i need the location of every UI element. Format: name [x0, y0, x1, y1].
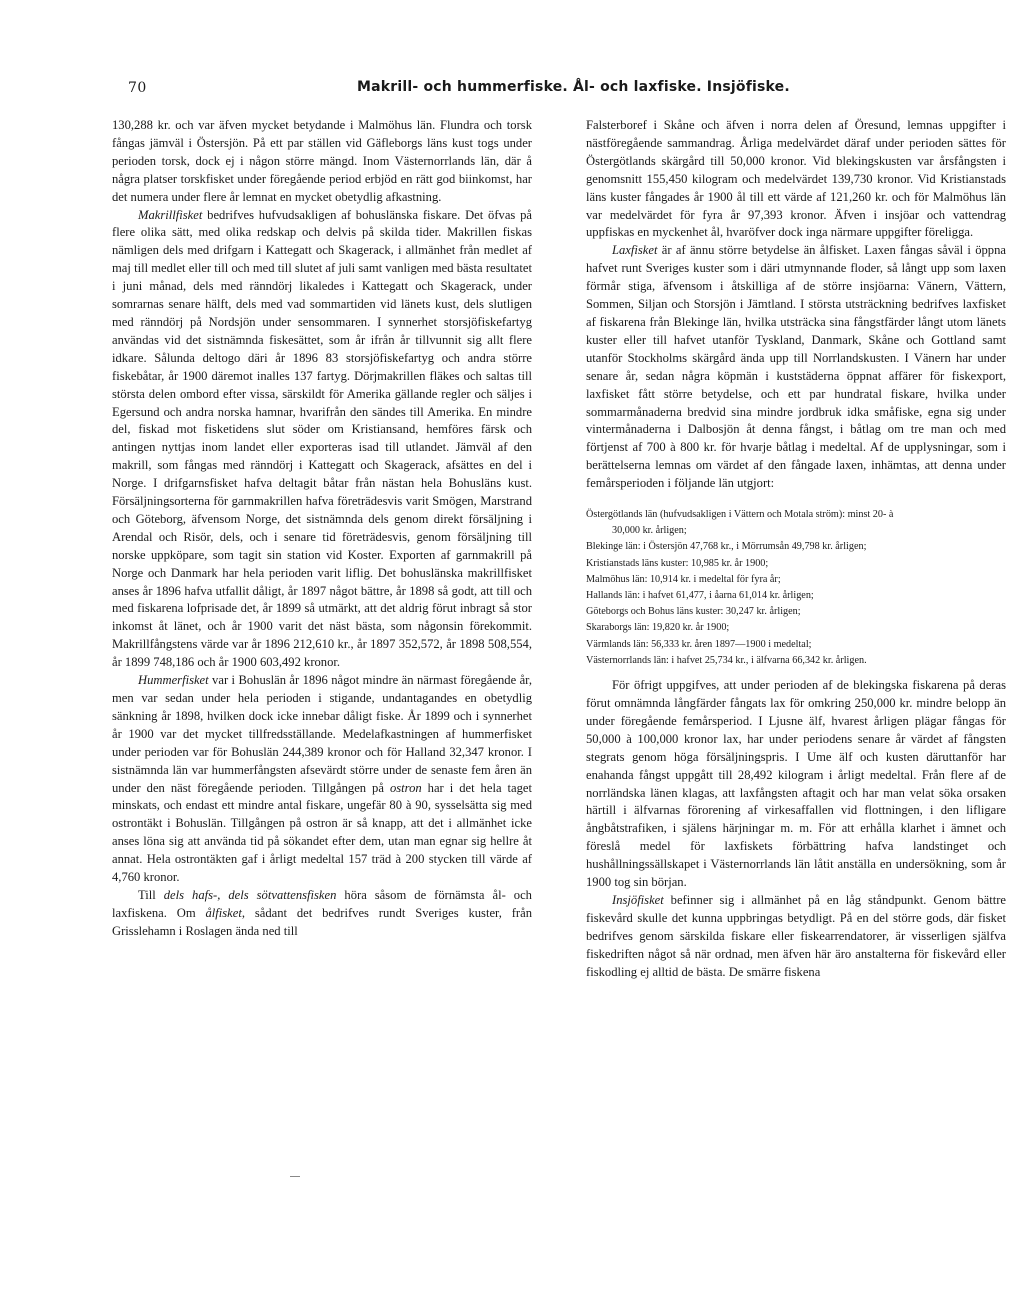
list-item: Kristianstads läns kuster: 10,985 kr. år 1900; — [586, 557, 769, 569]
term-insjofisket: Insjöfisket — [612, 892, 664, 907]
column-end-rule — [290, 1176, 300, 1177]
term-hummerfisket: Hummerfisket — [138, 673, 209, 688]
paragraph-al-och-laxfiske: Till dels hafs-, dels sötvattensfisken höra såsom de förnämsta ål- och laxfiskena. Om ålfisket, sådant det bedrifves rundt Sveriges kuster, från Grisslehamn i Roslagen ända ned till — [112, 887, 532, 938]
paragraph-makrillfisket: Makrillfisket bedrifves hufvudsakligen af bohuslänska fiskare. Det öfvas på flere olika sätt, med olika redskap och delvis på skilda tider. Makrillen fiskas nämligen dels med drifgarn i Kattegatt och Skagerack, i allmänhet från medlet af maj till medlet eller till och med till slutet af juli samt vanligen med bästa resultatet i juni månad, dels med ränndörj likaledes i Kattegatt och Skagerack, under somrarnas senare hälft, dels med vad sommartiden vid länets kust, dels slutligen med ränndörj på Nordsjön under sensommaren. I synnerhet storsjöfiskefartyg användas vid det sistnämnda fiskesättet, som år ifrån år tillvunnit sig allt flere idkare. Sålunda deltogo däri år 1896 83 storsjöfiskefartyg och andra större fiskebåtar, år 1900 däremot inalles 137 fartyg. Dörjmakrillen fläkes och saltas till största delen ombord efter vissa, särskildt för Amerika gällande regler och säljes i Egersund och andra norska hamnar, hvarifrån den sändes till Amerika. En mindre del, fiskad mot fisketidens slut söder om Kristiansand, hemföres färsk och antingen nyttjas inom landet eller exporteras isad till utlandet. Jämväl af den makrill, som fångas med ränndörj i Kattegatt och Skagerack, afsättes en del i Norge. I drifgarnsfisket hafva deltagit båtar från nästan hela Bohusläns kust. Försäljningsorterna för garnmakrillen hafva företrädesvis varit Smögen, Marstrand och Göteborg, äfvensom Norge, det sistnämnda dels genom direkt försäljning i Arendal och Risör, dels, och i senare tid företrädesvis, genom försäljning till norske uppköpare, som tagit sin station vid Koster. Exporten af garnmakrill på Norge och Danmark har hela perioden varit liflig. Det bohuslänska makrillfisket anses år 1896 hafva utfallit dåligt, år 1897 något bättre, år 1898 så godt, att till och med fiskarena lofprisade det, år 1899 så utmärkt, att det aldrig förut inbragt så stor inkomst åt länet, och år 1900 varit det näst bästa, som någonsin förekommit. Makrillfångstens värde var år 1896 212,610 kr., år 1897 352,572, år 1898 508,554, år 1899 748,186 och år 1900 603,492 kronor. — [112, 207, 532, 670]
salmon-catch-list — [586, 507, 1006, 669]
term-alfisket: ålfisket — [205, 905, 242, 920]
paragraph-torskfiske: 130,288 kr. och var äfven mycket betydande i Malmöhus län. Flundra och torsk fångas jämväl i Östersjön. På ett par ställen vid Gäfleborgs läns kust togs under perioden torsk, dock ej i någon större mängd. Inom Västernorrlands län, där å några platser torskfisket under föregående period erbjöd en rätt god biinkomst, har det numera under flere år lemnat en mycket obetydlig afkastning. — [112, 118, 532, 204]
list-item: Skaraborgs län: 19,820 kr. år 1900; — [586, 622, 730, 634]
paragraph-laxfangst-ovrigt: För öfrigt uppgifves, att under perioden af de blekingska fiskarena på deras förut omnämnda långfärder fångats lax för omkring 250,000 kr. mindre belopp än under föregående femårsperiod. I Ljusne älf, hvarest årligen plägar fångas för 50,000 à 100,000 kronor lax, har under periodens senare år värdet af fångsten stegrats genom höga försäljningspris. I Ume älf och kusten däruttanför har enahanda fångst uppgått till 28,492 kilogram i årligt medeltal. Från flere af de norrländska länen klagas, att laxfångsten aftagit och har man velat söka orsaken härtill i älfvarnas förorening af virkesaffallen vid flottningen, i den lifligare ångbåtstrafiken, i själens härjningar m. m. För att erhålla klarhet i ämnet och föreslå medel för laxfiskets förbättring hafva landstinget och hushållningssällskapet i Västernorrlands län låtit anställa en undersökning, som år 1900 tog sin början. — [586, 678, 1006, 890]
term-hafs-sotvattensfisken: dels hafs-, dels sötvattensfisken — [163, 887, 337, 902]
left-column — [112, 117, 532, 941]
paragraph-laxfisket: Laxfisket är af ännu större betydelse än ålfisket. Laxen fångas såväl i öppna hafvet runt Sveriges kuster som i däri utmynnande floder, så långt upp som laxen förmår stiga, äfvensom i åtskilliga af de större insjöarna: Vänern, Vättern, Sommen, Siljan och Storsjön i Jämtland. I största utsträckning bedrifves laxfisket af fiskarena från Blekinge län, hvilka utsträcka sina fångstfärder långt utom länets kuster eller till hafvet utanför Tyskland, Danmark, Skåne och Gottland samt utanför Stockholms skärgård ända upp till Norrlandskusten. I Vänern har under senare år, sedan några köpmän i kuststäderna öppnat affärer för fiskexport, laxfisket fått större betydelse, och ett par hundratal fiskare, hvilka under sommarmånaderna bredvid sina mindre jordbruk idka småfiske, egna sig under vintermånaderna i Dalbosjön åt denna fångst, i båtlag om tre man och med förtjenst af 700 à 800 kr. för hvarje båtlag i medeltal. Af de upplysningar, som i berättelserna lemnas om värdet af den fångade laxen, inhämtas, att denna under femårsperioden i följande län utgjort: — [586, 243, 1006, 491]
list-item: Blekinge län: i Östersjön 47,768 kr., i Mörrumsån 49,798 kr. årligen; — [586, 541, 867, 553]
list-item: Göteborgs och Bohus läns kuster: 30,247 kr. årligen; — [586, 606, 801, 618]
paragraph-alfisket-values: Falsterboref i Skåne och äfven i norra delen af Öresund, lemnas uppgifter i nästföregående sammandrag. Årliga medelvärdet däraf under perioden sättes för Östergötlands skärgård till 50,000 kronor. Vid blekingskusten var årsfångsten i genomsnitt 155,450 kilogram och medelvärdet 139,730 kronor. Vid Kristianstads läns kuster fångades år 1900 ål till ett värde af 121,260 kr. och för Malmöhus län var medelvärdet för fyra år 97,393 kronor. Äfven i insjöar och vattendrag uppfiskas en myckenhet ål, hvaröfver dock inga närmare uppgifter föreligga. — [586, 118, 1006, 240]
term-laxfisket: Laxfisket — [612, 243, 658, 258]
term-makrillfisket: Makrillfisket — [138, 207, 203, 222]
list-item: Malmöhus län: 10,914 kr. i medeltal för fyra år; — [586, 573, 781, 585]
list-item: Västernorrlands län: i hafvet 25,734 kr., i älfvarna 66,342 kr. årligen. — [586, 654, 867, 666]
running-head: Makrill- och hummerfiske. Ål- och laxfiske. Insjöfiske. — [357, 79, 790, 95]
list-item: 30,000 kr. årligen; — [612, 525, 687, 537]
list-item: Värmlands län: 56,333 kr. åren 1897—1900 i medeltal; — [586, 638, 812, 650]
term-ostron: ostron — [389, 780, 422, 795]
list-item: Östergötlands län (hufvudsakligen i Vättern och Motala ström): minst 20- à — [586, 509, 894, 521]
list-item: Hallands län: i hafvet 61,477, i åarna 61,014 kr. årligen; — [586, 590, 814, 602]
page-number: 70 — [128, 80, 147, 96]
paragraph-insjofisket: Insjöfisket befinner sig i allmänhet på en låg ståndpunkt. Genom bättre fiskevård skulle det kunna uppbringas betydligt. På en del större gods, där fisket bedrifves genom särskilda fiskare eller fiskearrendatorer, är visserligen själfva fiskedriften något så när ordnad, men äfven här äro anstalterna för fiskevård eller fiskodling ej alltid de bästa. De smärre fiskena — [586, 892, 1006, 979]
paragraph-hummerfisket: Hummerfisket var i Bohuslän år 1896 något mindre än närmast föregående år, men var sedan under hela perioden i stigande, undantagandes en obetydlig sänkning år 1898, hvilken dock icke innebar dåligt fiske. År 1899 och i synnerhet år 1900 var det mycket tillfredsställande. Medelafkastningen af hummerfisket under perioden var för Bohuslän 244,389 kronor och för Halland 32,347 kronor. I sistnämnda län var hummerfångsten afsevärdt större under de senaste fem åren än under den näst föregående perioden. Tillgången på ostron har i det hela taget minskats, och endast ett mindre antal fiskare, ungefär 80 à 90, sysselsätta sig med ostrontäkt i Bohuslän. Tillgången på ostron är så knapp, att det i allmänhet icke anses löna sig att använda tid på sökandet efter dem, utan man egnar sig hellre åt annat. Hela ostrontäkten gaf i årligt medeltal 157 träd à 200 stycken till värde af 4,760 kronor. — [112, 673, 532, 885]
right-column — [586, 117, 1006, 981]
